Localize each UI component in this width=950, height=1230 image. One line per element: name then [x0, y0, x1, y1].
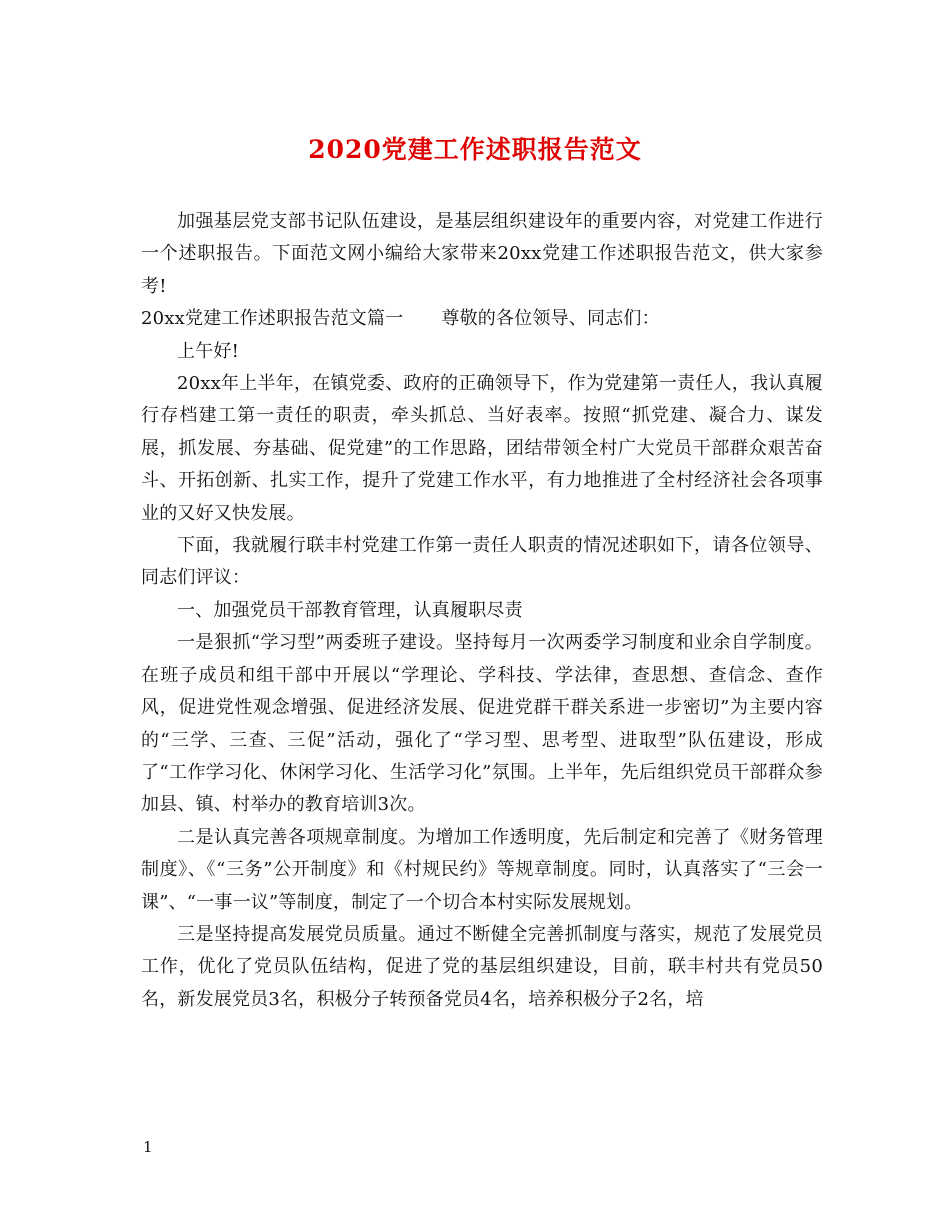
document-body	[141, 206, 823, 1016]
section-heading: 20xx党建工作述职报告范文篇一	[141, 308, 404, 330]
subheading-paragraph: 一、加强党员干部教育管理，认真履职尽责	[177, 599, 523, 621]
greeting-paragraph: 上午好!	[177, 340, 240, 362]
salutation: 尊敬的各位领导、同志们：	[441, 308, 660, 330]
body-paragraph: 一是狠抓“学习型”两委班子建设。坚持每月一次两委学习制度和业余自学制度。在班子成员和组干部中开展以“学理论、学科技、学法律，查思想、查信念、查作风，促进党性观念增强、促进经济发展、促进党群干群关系进一步密切”为主要内容的“三学、三查、三促”活动，强化了“学习型、思考型、进取型”队伍建设，形成了“工作学习化、休闲学习化、生活学习化”氛围。上半年，先后组织党员干部群众参加县、镇、村举办的教育培训3次。	[141, 632, 823, 816]
page-title: 2020党建工作述职报告范文	[308, 135, 642, 164]
body-paragraph: 20xx年上半年，在镇党委、政府的正确领导下，作为党建第一责任人，我认真履行存档建工第一责任的职责，牵头抓总、当好表率。按照“抓党建、凝合力、谋发展，抓发展、夯基础、促党建”的工作思路，团结带领全村广大党员干部群众艰苦奋斗、开拓创新、扎实工作，提升了党建工作水平，有力地推进了全村经济社会各项事业的又好又快发展。	[141, 373, 823, 524]
body-paragraph: 三是坚持提高发展党员质量。通过不断健全完善抓制度与落实，规范了发展党员工作，优化了党员队伍结构，促进了党的基层组织建设，目前，联丰村共有党员50名，新发展党员3名，积极分子转预备党员4名，培养积极分子2名，培	[141, 923, 823, 1010]
intro-paragraph: 加强基层党支部书记队伍建设，是基层组织建设年的重要内容，对党建工作进行一个述职报告。下面范文网小编给大家带来20xx党建工作述职报告范文，供大家参考!	[141, 211, 823, 297]
section-heading-line	[141, 303, 823, 335]
body-paragraph: 下面，我就履行联丰村党建工作第一责任人职责的情况述职如下，请各位领导、同志们评议：	[141, 535, 823, 589]
body-paragraph: 二是认真完善各项规章制度。为增加工作透明度，先后制定和完善了《财务管理制度》、《“三务”公开制度》和《村规民约》等规章制度。同时，认真落实了“三会一课”、“一事一议”等制度，制定了一个切合本村实际发展规划。	[141, 826, 823, 913]
page-number: 1	[143, 1138, 153, 1156]
